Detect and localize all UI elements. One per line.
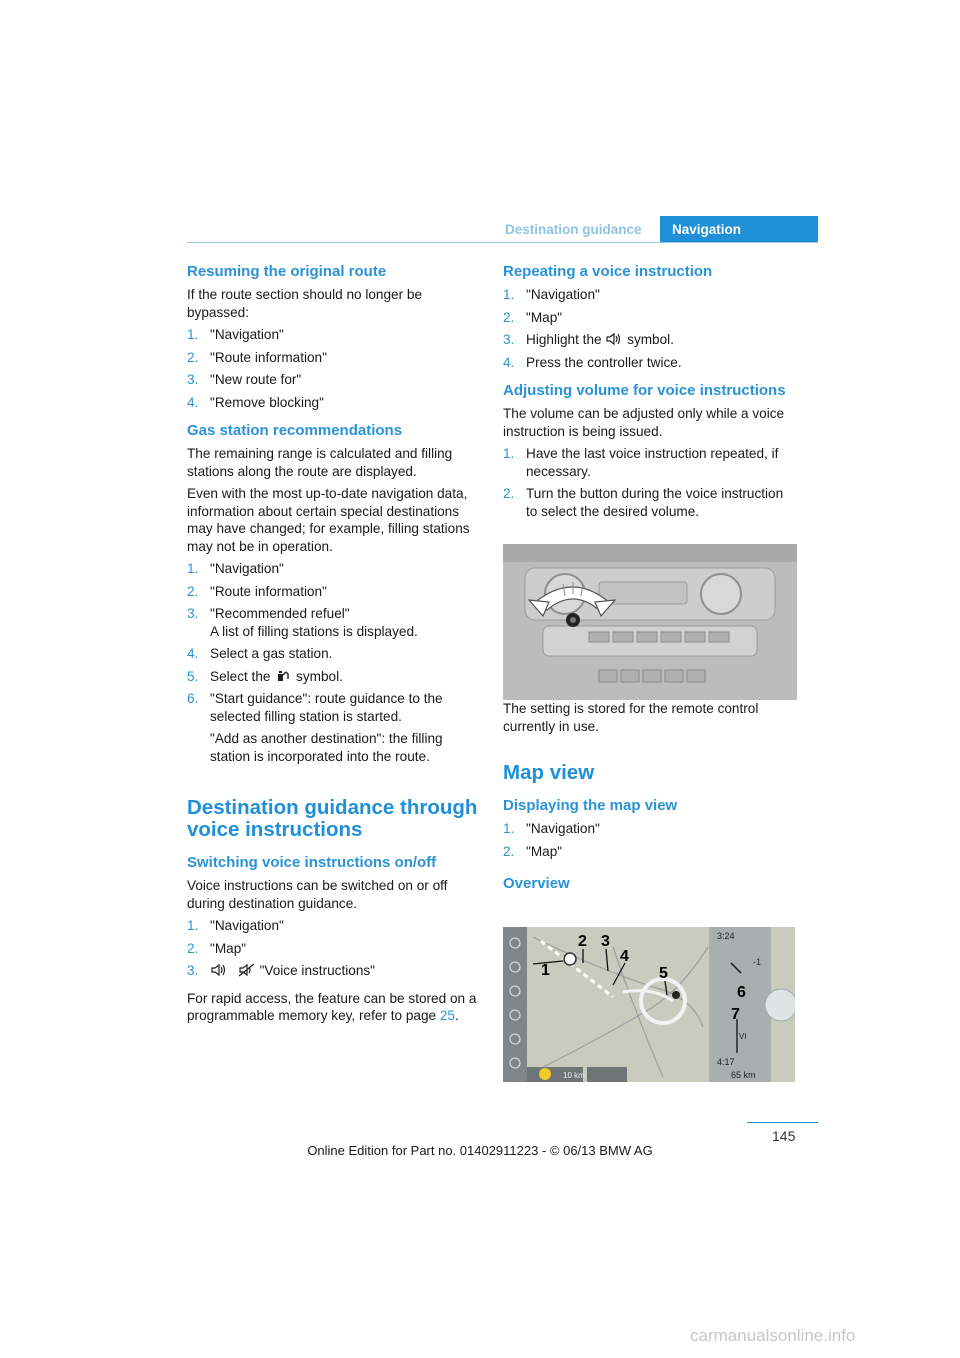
list-item: 1. "Navigation" [503,821,600,836]
gas-paragraph-2: Even with the most up-to-date navigation data, information about certain special destinations may have changed; for example, filling stations may not be in operation. [187,486,470,554]
page-reference-link[interactable]: 25 [439,1008,455,1023]
list-item: 2. Turn the button during the voice instruction to select the desired volume. [503,486,784,519]
voice-steps [187,917,479,980]
dashboard-illustration [503,544,797,700]
map-view-heading: Map view [503,761,595,784]
list-item: 4. "Remove blocking" [187,394,324,410]
page-number: 145 [772,1128,796,1144]
volume-heading: Adjusting volume for voice instructions [503,382,786,399]
arrival-time: 4:17 [717,1057,735,1067]
list-item: 2. "Map" [503,309,563,325]
list-item: 4. Select a gas station. [187,646,333,661]
left-column [187,262,479,1030]
speaker-icon [210,963,228,977]
callout-7: 7 [731,1006,740,1023]
volume-intro: The volume can be adjusted only while a voice instruction is being issued. [503,406,785,439]
callout-2: 2 [578,933,587,950]
resume-heading: Resuming the original route [187,263,387,280]
volume-steps [503,445,795,520]
clock-readout: 3:24 [717,931,735,941]
list-item: 1. "Navigation" [187,561,284,576]
list-item: 2. "Map" [503,843,563,859]
voice-memory-note: For rapid access, the feature can be stored on a programmable memory key, refer to page 25. [187,990,477,1023]
fuel-station-icon [274,669,292,683]
callout-1: 1 [541,962,550,979]
map-scale: 10 km [563,1071,585,1080]
list-item: 5. Select the symbol. [187,668,343,684]
voice-intro: Voice instructions can be switched on or off during destination guidance. [187,878,448,911]
header-section-title: Destination guidance [505,222,642,237]
list-item: 1. "Navigation" [503,287,600,302]
resume-steps [187,326,479,411]
list-item: 2. "Map" [187,940,247,956]
map-screen-illustration [503,927,795,1082]
list-item: 3. "Recommended refuel" A list of filling stations is displayed. [187,606,418,639]
callout-5: 5 [659,965,668,982]
list-item: 1. "Navigation" [187,918,284,933]
volume-after: The setting is stored for the remote control currently in use. [503,701,759,734]
gas-paragraph-1: The remaining range is calculated and filling stations along the route are displayed. [187,446,453,479]
map-overview-figure [503,927,795,1082]
map-display-heading: Displaying the map view [503,797,678,814]
list-item: 3. Highlight the symbol. [503,332,674,347]
list-item: 4. Press the controller twice. [503,354,682,370]
gas-heading: Gas station recommendations [187,422,403,439]
remaining-distance: 65 km [731,1070,756,1080]
callout-4: 4 [620,948,629,965]
list-item: 6. "Start guidance": route guidance to the selected filling station is started. "Add as another destination": the filling station is incorporated into the route. [187,691,443,764]
dashboard-controls-figure [503,544,797,700]
list-item: 2. "Route information" [187,349,327,365]
turn-readout: -1 [753,957,762,967]
watermark-text: carmanualsonline.info [690,1326,856,1345]
footer-edition-note: Online Edition for Part no. 01402911223 - © 06/13 BMW AG [307,1143,653,1158]
speaker-muted-icon [238,963,256,977]
header-chapter-tab: Navigation [660,216,818,243]
list-item: 2. "Route information" [187,583,327,599]
overview-heading: Overview [503,875,570,892]
voice-guidance-heading: Destination guidance through voice instructions [187,796,478,841]
header-rule [187,242,818,243]
footer-rule [747,1122,818,1123]
callout-3: 3 [601,933,610,950]
road-label: VI [739,1032,747,1041]
gas-steps [187,560,479,765]
speaker-icon [605,332,623,346]
list-item: 3. "New route for" [187,372,302,387]
resume-intro: If the route section should no longer be bypassed: [187,287,423,320]
list-item: 1. "Navigation" [187,327,284,342]
repeat-steps [503,286,795,371]
map-steps [503,820,795,860]
list-item: 3. "Voice instructions" [187,963,375,978]
list-item: 1. Have the last voice instruction repeated, if necessary. [503,446,779,479]
callout-6: 6 [737,984,746,1001]
voice-switch-heading: Switching voice instructions on/off [187,854,437,871]
repeat-heading: Repeating a voice instruction [503,263,713,280]
